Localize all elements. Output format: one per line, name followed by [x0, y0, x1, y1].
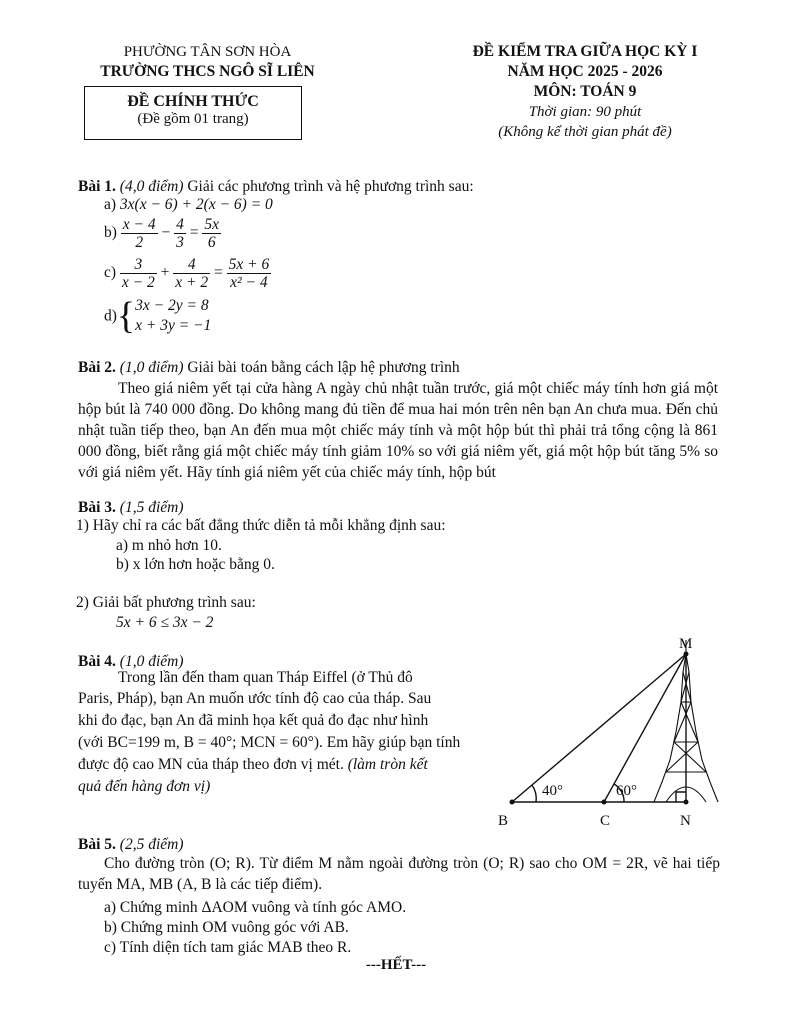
point-c	[602, 800, 607, 805]
bai1-points: (4,0 điểm)	[119, 178, 184, 195]
numerator: x − 4	[122, 216, 156, 233]
label-b: B	[498, 813, 509, 829]
operator: +	[160, 264, 170, 282]
subject: MÔN: TOÁN 9	[533, 83, 637, 100]
point-b	[510, 800, 515, 805]
eiffel-figure	[490, 632, 750, 832]
fraction	[173, 256, 210, 291]
bai2-points: (1,0 điểm)	[119, 359, 184, 376]
school-name: TRƯỜNG THCS NGÔ SĨ LIÊN	[100, 63, 315, 80]
numerator: 4	[176, 216, 184, 233]
bai3-q1: 1) Hãy chỉ ra các bất đẳng thức diễn tả mỗi khẳng định sau:	[76, 517, 446, 534]
bai3-q1b: b) x lớn hơn hoặc bằng 0.	[116, 556, 275, 573]
bai5-a: a) Chứng minh ΔAOM vuông và tính góc AMO.	[104, 899, 407, 916]
bai4-line3: khi đo đạc, bạn An đã minh họa kết quả đo đạc như hình	[78, 712, 429, 729]
page-count: (Đề gồm 01 trang)	[137, 111, 249, 127]
denominator: 3	[176, 234, 184, 251]
fraction	[174, 216, 186, 251]
bai4-points: (1,0 điểm)	[119, 653, 184, 670]
official-box	[84, 86, 302, 140]
denominator: x − 2	[121, 274, 155, 291]
equation: x + 3y = −1	[135, 317, 212, 334]
bai5-c: c) Tính diện tích tam giác MAB theo R.	[104, 939, 352, 956]
exam-time: Thời gian: 90 phút	[528, 104, 642, 120]
denominator: 2	[135, 234, 144, 251]
header-left	[60, 42, 355, 82]
line-bm	[512, 654, 686, 802]
bai5-paragraph: Cho đường tròn (O; R). Từ điểm M nằm ngoài đường tròn (O; R) sao cho OM = 2R, vẽ hai tiếp tuyến MA, MB (A, B là các tiếp điểm).	[78, 855, 720, 893]
bai2-heading	[78, 357, 460, 378]
exam-time-note: (Không kể thời gian phát đề)	[498, 124, 672, 140]
bai4-line2: Paris, Pháp), bạn An muốn ước tính độ cao của tháp. Sau	[78, 690, 432, 707]
header-right	[420, 42, 750, 142]
bai5-heading	[78, 834, 183, 855]
numerator: 4	[173, 256, 210, 274]
numerator: 5x	[204, 216, 220, 233]
fraction	[120, 256, 157, 291]
bai2-paragraph: Theo giá niêm yết tại cửa hàng A ngày chủ nhật tuần trước, giá một chiếc máy tính hơn giá một hộp bút là 740 000 đồng. Do không mang đủ tiền để mua hai món trên nên bạn An chưa mua. Đến chủ nhật tuần tiếp theo, bạn An đến mua một chiếc máy tính và một hộp bút thì phải trả tổng cộng là 861 000 đồng, biết rằng giá một chiếc máy tính giảm 10% so với giá niêm yết, giá một hộp bút tăng 5% so với giá niêm yết. Hãy tính giá niêm yết của chiếc máy tính, hộp bút	[78, 380, 718, 481]
bai3-q1a: a) m nhỏ hơn 10.	[116, 537, 222, 554]
end-mark: ---HẾT---	[365, 957, 427, 973]
bai1-c	[104, 256, 271, 291]
bai4-line6: quả đến hàng đơn vị)	[78, 778, 211, 795]
line-cm	[604, 654, 686, 802]
denominator: x² − 4	[230, 274, 268, 291]
equation: 3x − 2y = 8	[135, 297, 209, 314]
point-m	[684, 652, 689, 657]
bai4-line4: (với BC=199 m, B = 40°; MCN = 60°). Em hãy giúp bạn tính	[78, 734, 461, 751]
operator: =	[213, 264, 223, 282]
label-m: M	[679, 636, 693, 652]
bai2-title: Bài 2.	[78, 359, 116, 376]
denominator: 6	[207, 234, 216, 251]
equation-system	[135, 296, 211, 336]
angle-b-label: 40°	[542, 783, 563, 799]
bai3-q2: 2) Giải bất phương trình sau:	[76, 594, 256, 611]
exam-title: ĐỀ KIỂM TRA GIỮA HỌC KỲ I	[472, 43, 698, 60]
operator: −	[161, 224, 171, 242]
bai1-a-label: a)	[104, 196, 117, 213]
bai1-title: Bài 1.	[78, 178, 116, 195]
bai3-q2-expr: 5x + 6 ≤ 3x − 2	[116, 614, 214, 631]
ward-name: PHƯỜNG TÂN SƠN HÒA	[123, 44, 292, 60]
angle-c-label: 60°	[616, 783, 637, 799]
point-n	[684, 800, 689, 805]
bai1-d	[104, 296, 211, 336]
label-c: C	[600, 813, 611, 829]
operator: =	[189, 224, 199, 242]
angle-b-arc	[532, 785, 536, 802]
denominator: x + 2	[175, 274, 209, 291]
bai3-title: Bài 3.	[78, 499, 116, 516]
bai4-line5-text: được độ cao MN của tháp theo đơn vị mét.	[78, 756, 344, 773]
bai1-c-label: c)	[104, 264, 117, 282]
brace-icon: {	[116, 295, 136, 337]
bai5-points: (2,5 điểm)	[119, 836, 184, 853]
bai4-line5	[78, 754, 428, 775]
bai1-b-label: b)	[104, 224, 117, 242]
label-n: N	[680, 813, 691, 829]
bai5-title: Bài 5.	[78, 836, 116, 853]
bai1-a-expr: 3x(x − 6) + 2(x − 6) = 0	[119, 196, 273, 213]
bai1-text: Giải các phương trình và hệ phương trình sau:	[187, 178, 474, 195]
bai2-text: Giải bài toán bằng cách lập hệ phương trình	[187, 359, 460, 376]
triangle-lines	[512, 654, 686, 802]
official-label: ĐỀ CHÍNH THỨC	[127, 93, 259, 110]
numerator: 5x + 6	[228, 256, 270, 273]
fraction	[227, 256, 272, 291]
bai1-b	[104, 216, 221, 251]
bai4-line1: Trong lần đến tham quan Tháp Eiffel (ở Thủ đô	[118, 669, 413, 686]
bai5-b: b) Chứng minh OM vuông góc với AB.	[104, 919, 349, 936]
bai1-d-label: d)	[104, 307, 117, 325]
bai1-a	[104, 194, 273, 215]
fraction	[202, 216, 221, 251]
school-year: NĂM HỌC 2025 - 2026	[507, 63, 663, 80]
bai3-points: (1,5 điểm)	[119, 499, 184, 516]
bai4-line5-note: (làm tròn kết	[347, 756, 428, 773]
numerator: 3	[120, 256, 157, 274]
fraction	[121, 216, 158, 251]
bai4-title: Bài 4.	[78, 653, 116, 670]
